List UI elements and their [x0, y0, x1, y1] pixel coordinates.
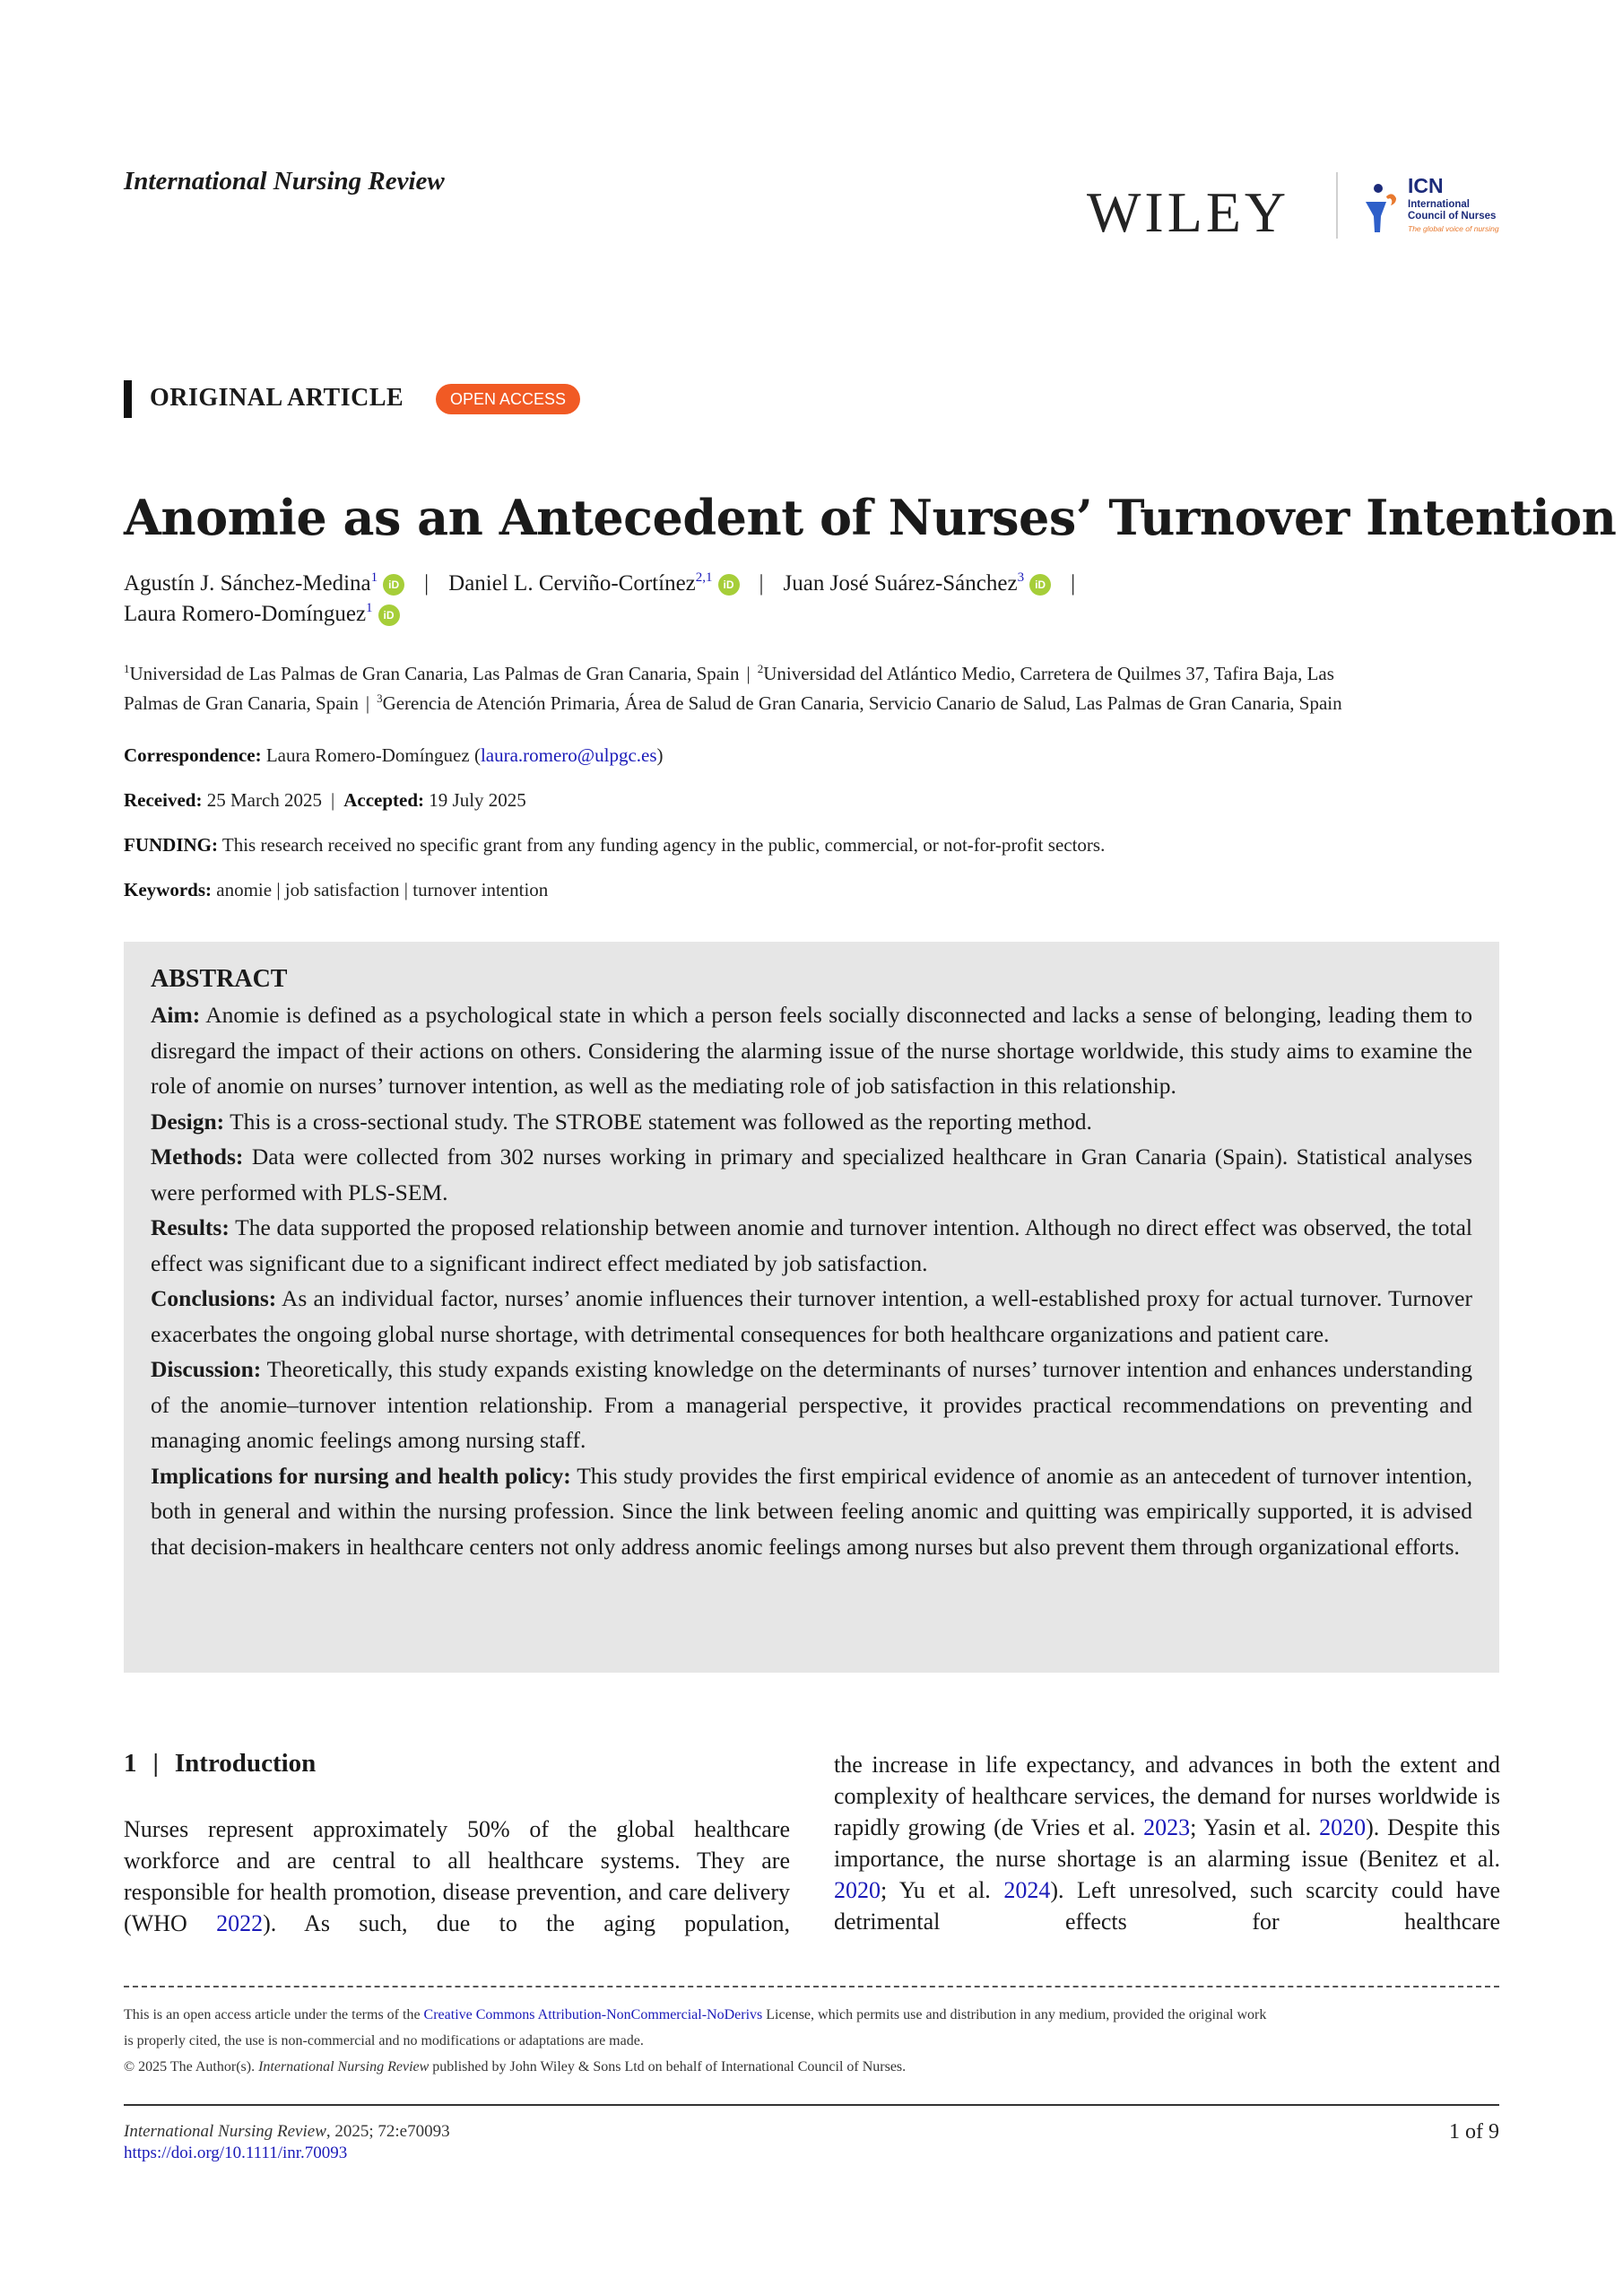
affiliation-number: 1	[124, 662, 130, 675]
footer-citation	[124, 2122, 450, 2142]
orcid-icon[interactable]: iD	[718, 574, 740, 596]
abstract-methods	[151, 1139, 1472, 1210]
author-separator: |	[759, 571, 764, 596]
abstract-box	[124, 942, 1499, 1673]
funding-text: This research received no specific grant from any funding agency in the public, commercial, or not-for-profit sectors.	[221, 834, 1106, 856]
abstract-design	[151, 1104, 1472, 1140]
abstract-content	[151, 961, 1472, 1564]
author-affiliation-ref[interactable]: 1	[370, 570, 378, 585]
page-number: 1 of 9	[1449, 2120, 1499, 2144]
affiliations-line	[124, 691, 1342, 715]
funding-label: FUNDING:	[124, 834, 218, 856]
keyword: anomie	[216, 879, 273, 900]
open-access-badge: OPEN ACCESS	[436, 384, 580, 414]
citation-link[interactable]: 2023	[1143, 1814, 1191, 1840]
affiliation-2-cont: Palmas de Gran Canaria, Spain	[124, 692, 359, 714]
author-3[interactable]	[784, 570, 1052, 596]
license-text: This is an open access article under the terms of the	[124, 2007, 424, 2022]
abstract-heading: ABSTRACT	[151, 965, 288, 993]
abstract-section-label: Aim:	[151, 1002, 201, 1028]
body-text: ). Left unresolved, such scarcity could have detrimental effects for healthcare	[834, 1877, 1501, 1935]
section-heading-introduction	[124, 1749, 316, 1779]
author-affiliation-ref[interactable]: 1	[366, 601, 373, 615]
body-text: the increase in life expectancy, and advances in both the extent and complexity of healthcare services, the demand for nurses worldwide is rapidly growing (de Vries et al.	[834, 1752, 1500, 1840]
author-affiliation-ref[interactable]: 2,1	[695, 570, 713, 585]
intro-right-column	[834, 1749, 1500, 1937]
correspondence-email-link[interactable]: laura.romero@ulpgc.es	[480, 744, 657, 766]
affiliation-number: 3	[377, 691, 383, 705]
authors-line	[124, 570, 1095, 596]
copyright-journal: International Nursing Review	[258, 2059, 430, 2074]
abstract-section-label: Conclusions:	[151, 1285, 277, 1311]
article-title: Anomie as an Antecedent of Nurses’ Turnover Intention	[124, 489, 1617, 546]
abstract-discussion	[151, 1352, 1472, 1458]
abstract-section-text: Theoretically, this study expands existing knowledge on the determinants of nurses’ turnover intention and enhances understanding of the anomie–turnover intention relationship. From a managerial perspective, it provides practical recommendations on preventing and managing anomic feelings among nursing staff.	[151, 1356, 1472, 1453]
copyright-text: published by John Wiley & Sons Ltd on behalf of International Council of Nurses.	[429, 2059, 907, 2074]
keywords-label: Keywords:	[124, 879, 212, 900]
keyword: job satisfaction	[284, 879, 400, 900]
funding	[124, 834, 1105, 857]
icn-name-line2: Council of Nurses	[1408, 211, 1497, 222]
dashed-divider	[124, 1986, 1499, 1987]
body-text: ; Yu et al.	[881, 1877, 1004, 1903]
footer-volume: , 2025; 72:e70093	[325, 2122, 450, 2141]
citation-link[interactable]: 2022	[216, 1910, 264, 1936]
abstract-section-label: Results:	[151, 1214, 230, 1240]
section-number: 1	[124, 1749, 137, 1778]
copyright-line	[124, 2059, 906, 2075]
copyright-text: © 2025 The Author(s).	[124, 2059, 259, 2074]
affiliation-separator: |	[746, 663, 751, 684]
author-1[interactable]	[124, 570, 404, 596]
author-affiliation-ref[interactable]: 3	[1017, 570, 1025, 585]
abstract-implications	[151, 1458, 1472, 1565]
correspondence: Correspondence: Laura Romero-Domínguez (laura.romero@ulpgc.es)	[124, 744, 664, 766]
body-text: Nurses represent approximately 50% of the global healthcare workforce and are central to all healthcare systems. They are responsible for health promotion, disease prevention, and care delivery (WHO	[124, 1816, 790, 1936]
abstract-conclusions	[151, 1281, 1472, 1352]
license-text: License, which permits use and distribution in any medium, provided the original work	[762, 2007, 1267, 2022]
abstract-section-text: The data supported the proposed relationship between anomie and turnover intention. Although no direct effect was observed, the total effect was significant due to a significant indirect effect mediated by job satisfaction.	[151, 1214, 1472, 1276]
doi-link[interactable]: https://doi.org/10.1111/inr.70093	[124, 2144, 348, 2162]
abstract-section-label: Methods:	[151, 1144, 244, 1170]
citation-link[interactable]: 2020	[834, 1877, 881, 1903]
journal-name: International Nursing Review	[124, 167, 445, 196]
abstract-section-label: Implications for nursing and health policy:	[151, 1462, 571, 1489]
section-title: Introduction	[174, 1749, 317, 1778]
article-type-bar	[124, 380, 132, 418]
abstract-section-label: Discussion:	[151, 1356, 262, 1382]
author-name: Juan José Suárez-Sánchez	[783, 571, 1018, 596]
author-name: Agustín J. Sánchez-Medina	[124, 571, 371, 596]
abstract-section-text: Anomie is defined as a psychological state in which a person feels socially disconnected and lacks a sense of belonging, leading them to disregard the impact of their actions on others. Considering the alarming issue of the nurse shortage worldwide, this study aims to examine the role of anomie on nurses’ turnover intention, as well as the mediating role of job satisfaction in this relationship.	[151, 1002, 1472, 1099]
affiliation-2: Universidad del Atlántico Medio, Carretera de Quilmes 37, Tafira Baja, Las	[763, 663, 1334, 684]
article-type-label: ORIGINAL ARTICLE	[150, 384, 404, 412]
affiliation-1: Universidad de Las Palmas de Gran Canaria, Las Palmas de Gran Canaria, Spain	[129, 663, 740, 684]
body-text: ). As such, due to the aging population,	[263, 1910, 790, 1936]
accepted-label: Accepted:	[343, 789, 425, 811]
icn-figure-icon	[1363, 182, 1399, 236]
abstract-results	[151, 1210, 1472, 1281]
affiliation-number: 2	[757, 662, 764, 675]
orcid-icon[interactable]: iD	[1029, 574, 1051, 596]
license-link[interactable]: Creative Commons Attribution-NonCommercial-NoDerivs	[423, 2007, 763, 2022]
correspondence-label: Correspondence:	[124, 744, 262, 766]
abstract-section-text: Data were collected from 302 nurses working in primary and specialized healthcare in Gran Canaria (Spain). Statistical analyses were performed with PLS-SEM.	[151, 1144, 1472, 1205]
author-separator: |	[424, 571, 430, 596]
wiley-logo: WILEY	[1087, 180, 1290, 244]
received-label: Received:	[124, 789, 203, 811]
citation-link[interactable]: 2020	[1319, 1814, 1367, 1840]
affiliation-separator: |	[365, 692, 370, 714]
footer-divider	[124, 2104, 1499, 2106]
author-separator: |	[1071, 571, 1076, 596]
intro-left-column	[124, 1813, 790, 1939]
abstract-section-label: Design:	[151, 1108, 225, 1135]
abstract-section-text: This is a cross-sectional study. The STROBE statement was followed as the reporting method.	[230, 1108, 1092, 1135]
section-separator: |	[152, 1749, 159, 1778]
orcid-icon[interactable]: iD	[383, 574, 404, 596]
article-dates	[124, 789, 526, 812]
received-date: 25 March 2025	[206, 789, 323, 811]
authors-line	[124, 601, 400, 627]
abstract-aim	[151, 997, 1472, 1104]
icn-acronym: ICN	[1408, 174, 1444, 197]
date-separator: |	[331, 789, 335, 811]
keywords: Keywords: anomie | job satisfaction | turnover intention	[124, 879, 549, 900]
citation-link[interactable]: 2024	[1003, 1877, 1051, 1903]
icn-name-line1: International	[1408, 199, 1471, 210]
abstract-section-text: This study provides the first empirical evidence of anomie as an antecedent of turnover intention, both in general and within the nursing profession. Since the link between feeling anomic and quitting was empirically supported, it is advised that decision-makers in healthcare centers not only address anomic feelings among nurses but also prevent them through organizational efforts.	[151, 1462, 1473, 1560]
affiliation-3: Gerencia de Atención Primaria, Área de Salud de Gran Canaria, Servicio Canario de Salud, Las Palmas de Gran Canaria, Spain	[382, 692, 1342, 714]
icn-logo	[1363, 175, 1515, 242]
author-4[interactable]	[124, 601, 400, 627]
abstract-section-text: As an individual factor, nurses’ anomie influences their turnover intention, a well-established proxy for actual turnover. Turnover exacerbates the ongoing global nurse shortage, with detrimental consequences for both healthcare organizations and patient care.	[151, 1285, 1472, 1347]
orcid-icon[interactable]: iD	[378, 604, 400, 626]
author-name: Daniel L. Cerviño-Cortínez	[448, 571, 696, 596]
body-text: ). Despite this importance, the nurse shortage is an alarming issue (Benitez et al.	[834, 1814, 1500, 1872]
affiliations-line	[124, 662, 1334, 685]
author-2[interactable]	[448, 570, 739, 596]
license-line: is properly cited, the use is non-commercial and no modifications or adaptations are made.	[124, 2033, 644, 2048]
logo-divider	[1336, 172, 1338, 239]
correspondence-name: Laura Romero-Domínguez	[265, 744, 470, 766]
footer-journal: International Nursing Review	[124, 2122, 326, 2141]
author-name: Laura Romero-Domínguez	[124, 602, 367, 626]
keyword: turnover intention	[412, 879, 549, 900]
body-text: ; Yasin et al.	[1190, 1814, 1320, 1840]
icn-tagline: The global voice of nursing	[1408, 224, 1499, 233]
accepted-date: 19 July 2025	[429, 789, 526, 811]
license-line	[124, 2007, 1266, 2023]
